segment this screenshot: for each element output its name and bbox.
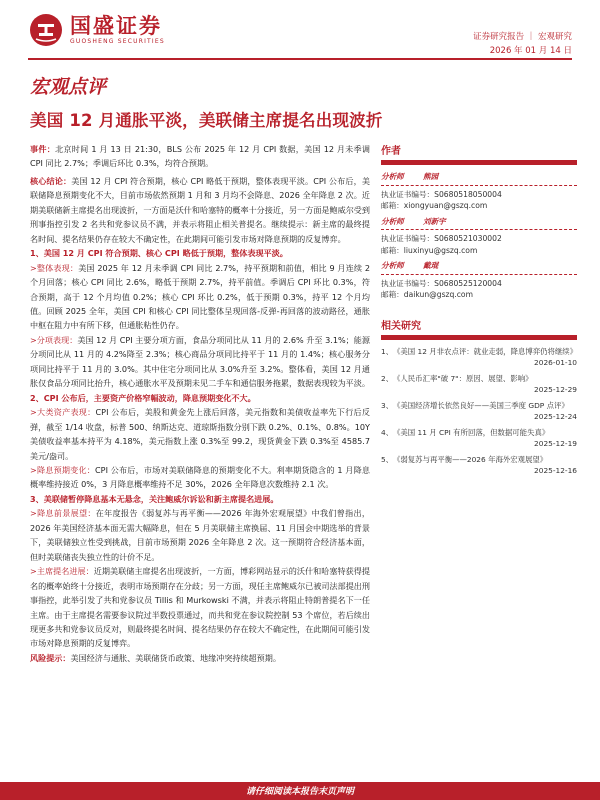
event-paragraph: 事件：北京时间 1 月 13 日 21:30，BLS 公布 2025 年 12 月 CPI 数据，美国 12 月未季调 CPI 同比 2.7%；季调后环比 0.3%，均符合预期。 — [30, 144, 370, 169]
logo-english-name: GUOSHENG SECURITIES — [70, 38, 165, 45]
analyst-email[interactable]: daikun@gszq.com — [403, 290, 473, 299]
related-report-item[interactable]: 5、 《弱复苏与再平衡——2026 年海外宏观展望》 2025-12-16 — [381, 454, 577, 475]
section-item: >降息预期变化：CPI 公布后，市场对美联储降息的预期变化不大。利率期货隐含的 1 月降息概率维持接近 0%，3 月降息概率维持不足 30%，2026 全年降息次数维持 2.1 次。 — [30, 464, 370, 490]
logo-chinese-name: 国盛证券 — [70, 14, 162, 38]
report-header — [0, 0, 600, 62]
section-item: >分项表现：美国 12 月 CPI 主要分项方面，食品分项同比从 11 月的 2.6% 升至 3.1%；能源分项同比从 11 月的 4.2%降至 2.3%；核心商品分项同比持平于 11 月的 1.4%；核心服务分项同比持平于 11 月的 3.0%。其中住宅分项同比从 3.0%升至 3.2%。整体看，美国 12 月通胀仅食品分项同比抬升，核心通胀水平及预期未见二手车和通信服务拖累，数据表现较为平淡。 — [30, 334, 370, 389]
report-category: 证券研究报告 ｜ 宏观研究 — [473, 32, 572, 42]
section-heading: 1、美国 12 月 CPI 符合预期、核心 CPI 略低于预期，整体表现平淡。 — [30, 248, 288, 259]
footer-disclaimer: 请仔细阅读本报告末页声明 — [245, 787, 354, 797]
main-content — [30, 142, 370, 665]
section-heading: 2、CPI 公布后，主要资产价格窄幅波动，降息预期变化不大。 — [30, 392, 256, 403]
authors-title: 作者 — [381, 146, 401, 157]
report-date: 2026 年 01 月 14 日 — [489, 46, 572, 56]
header-divider — [28, 58, 572, 60]
analyst-email[interactable]: liuxinyu@gszq.com — [403, 245, 478, 255]
sidebar — [381, 142, 577, 481]
section-item: >主席提名进展：近期美联储主席提名出现波折，一方面，博彩网站显示的沃什和哈塞特获得提名的概率始终十分接近，表明市场预期存在分歧；另一方面，现任主席鲍威尔已被司法部提出刑事指控，此举引发了共和党参议员 Tillis 和 Murkowski 不满，并表示将阻止特朗普提名下一任主席。由于主席提名需要参议院过半数投票通过，而共和党在参议院控制 53 个席位，若后续出现更多共和党参议员反对，则最终提名时间、提名结果仍存在较大不确定性，在此期间可能引发市场对降息预期的反复博弈。 — [30, 566, 370, 649]
guosheng-logo-icon — [28, 12, 64, 48]
section-heading: 3、美联储暂停降息基本无悬念，关注鲍威尔诉讼和新主席提名进展。 — [30, 493, 279, 504]
report-title: 美国 12 月通胀平淡，美联储主席提名出现波折 — [30, 111, 383, 130]
section-item: >大类资产表现：CPI 公布后，美股和黄金先上涨后回落，美元指数和美债收益率先下行后反弹，截至 1/14 收盘，标普 500、纳斯达克、道琼斯指数分别下跌 0.2%、0.1%、0.8%。10Y 美债收益率基本持平为 4.18%，美元指数上涨 0.3%至 99.2，现货黄金下跌 0.3%至 4585.7 美元/盎司。 — [30, 407, 370, 461]
authors-title-bar — [381, 160, 577, 165]
risk-paragraph: 风险提示：美国经济与通胀、美联储货币政策、地缘冲突持续超预期。 — [30, 652, 281, 663]
related-report-item[interactable]: 1、 《美国 12 月非农点评：就业走弱，降息博弈仍将继续》 2026-01-10 — [381, 346, 578, 367]
related-title: 相关研究 — [381, 320, 421, 332]
related-report-item[interactable]: 3、 《美国经济增长依然良好——美国三季度 GDP 点评》 2025-12-24 — [381, 400, 577, 421]
section-item: >降息前景展望：在年度报告《弱复苏与再平衡——2026 年海外宏观展望》中我们曾指出，2026 年美国经济基本面无需大幅降息，但在 5 月美联储主席换届、11 月国会中期选举的背景下，美联储独立性受到挑战，目前市场预期 2026 全年降息 2 次。这一预期符合经济基本面，但时美联储丧失独立性的计价不足。 — [30, 508, 370, 562]
analyst-card: 分析师 熊园 执业证书编号： S0680518050004 邮箱： xiongyuan@gszq.com — [381, 171, 577, 212]
analyst-card: 分析师 戴琨 执业证书编号： S0680525120004 邮箱： daikun@gszq.com — [381, 260, 577, 301]
report-type: 宏观点评 — [30, 76, 107, 98]
analyst-email[interactable]: xiongyuan@gszq.com — [403, 201, 488, 210]
core-conclusion-paragraph: 核心结论：美国 12 月 CPI 符合预期，核心 CPI 略低于预期，整体表现平淡。CPI 公布后，美联储降息预期变化不大，目前市场依然预期 1 月和 3 月均不会降息、2026 全年降息 2 次。近期美联储新主席提名出现波折，一方面是沃什和哈塞特的概率十分接近，另一方面是鲍威尔受到刑事指控引发 2 名共和党参议员不满，并表示将阻止相关普提名。继续提示：新主席的最终提名时间、提名结果仍存在较大不确定性，在此期间可能引发市场对降息预期的反复博弈。 — [30, 175, 370, 244]
section-item: >整体表现：美国 2025 年 12 月未季调 CPI 同比 2.7%，持平预期和前值，相比 9 月连续 2 个月回落；核心 CPI 同比 2.6%，略低于预期 2.7%，持平前值。季调后 CPI 环比 0.3%，符合预期，高于 12 个月均值 0.2%；核心 CPI 环比 0.2%，低于预期 0.3%，持平 12 个月均值。回顾 2025 全年，美国 CPI 和核心 CPI 同比整体呈现回落-反弹-再回落的波动路径，通胀中枢在阻力中有所下移，但通胀粘性仍存。 — [30, 262, 370, 331]
related-title-bar — [381, 335, 577, 340]
related-report-item[interactable]: 2、 《人民币汇率"破 7"：原因、展望、影响》 2025-12-29 — [381, 373, 577, 394]
analyst-card: 分析师 刘新宇 执业证书编号： S0680521030002 邮箱： liuxinyu@gszq.com — [381, 216, 577, 257]
related-report-item[interactable]: 4、 《美国 11 月 CPI 有所回落，但数据可能失真》 2025-12-19 — [381, 427, 577, 448]
company-logo — [28, 12, 165, 48]
